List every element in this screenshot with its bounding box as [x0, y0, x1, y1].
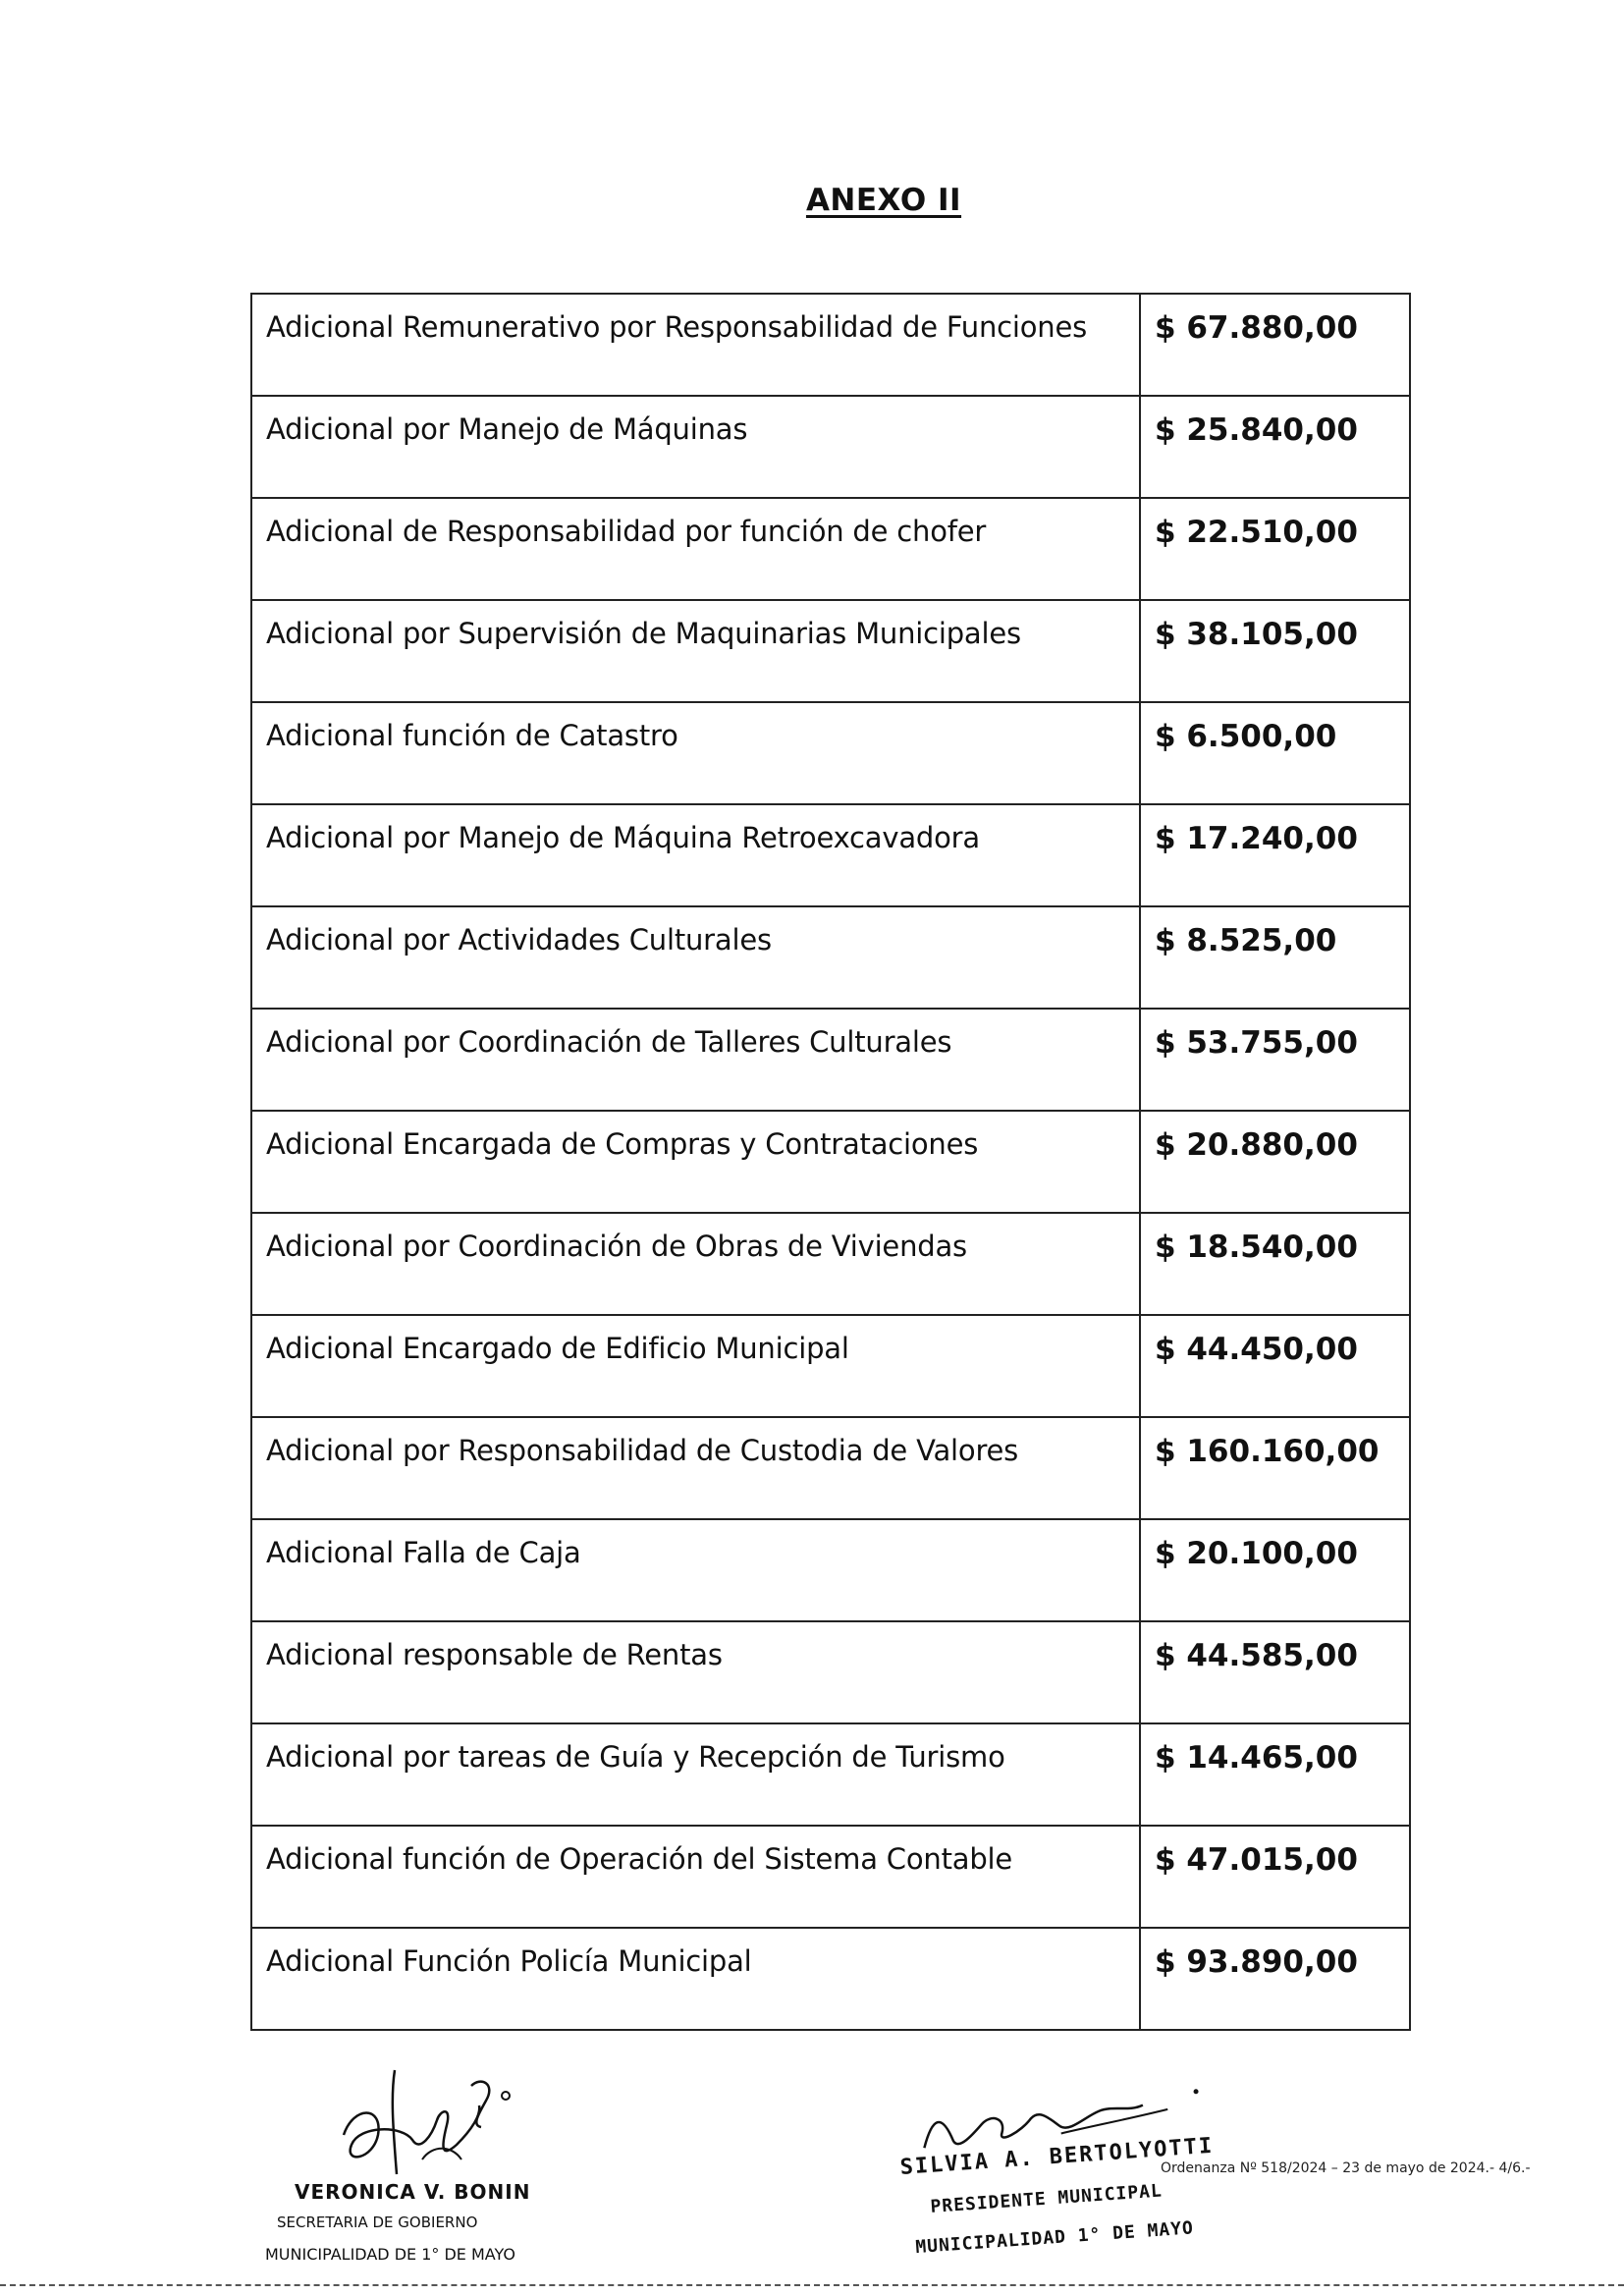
- signature-stamp-right: [884, 2073, 1308, 2288]
- table-row: [251, 1213, 1410, 1315]
- scan-edge-divider: [0, 2284, 1624, 2286]
- amount-cell: $ 22.510,00: [1140, 498, 1410, 600]
- table-row: [251, 1315, 1410, 1417]
- signer-name: VERONICA V. BONIN: [295, 2180, 531, 2204]
- concept-cell: Adicional de Responsabilidad por función de chofer: [251, 498, 1140, 600]
- table-row: [251, 1111, 1410, 1213]
- signer-role: PRESIDENTE MUNICIPAL: [929, 2180, 1164, 2217]
- signer-name: SILVIA A. BERTOLYOTTI: [898, 2133, 1215, 2180]
- concept-cell: Adicional función de Catastro: [251, 702, 1140, 804]
- concept-cell: Adicional por Manejo de Máquinas: [251, 396, 1140, 498]
- concept-cell: Adicional responsable de Rentas: [251, 1621, 1140, 1723]
- amount-cell: $ 38.105,00: [1140, 600, 1410, 702]
- table-row: [251, 1621, 1410, 1723]
- table-row: [251, 804, 1410, 906]
- table-row: [251, 1417, 1410, 1519]
- signer-role: SECRETARIA DE GOBIERNO: [277, 2214, 478, 2231]
- signer-municipality: MUNICIPALIDAD DE 1° DE MAYO: [265, 2245, 515, 2264]
- concept-cell: Adicional Encargada de Compras y Contrataciones: [251, 1111, 1140, 1213]
- table-row: [251, 1009, 1410, 1111]
- table-row: [251, 600, 1410, 702]
- annex-table: [250, 293, 1411, 2031]
- amount-cell: $ 47.015,00: [1140, 1826, 1410, 1928]
- table-row: [251, 396, 1410, 498]
- signature-block-left: [265, 2066, 560, 2292]
- amount-cell: $ 20.880,00: [1140, 1111, 1410, 1213]
- amount-cell: $ 25.840,00: [1140, 396, 1410, 498]
- table-row: [251, 702, 1410, 804]
- concept-cell: Adicional Encargado de Edificio Municipal: [251, 1315, 1140, 1417]
- concept-cell: Adicional por Actividades Culturales: [251, 906, 1140, 1009]
- amount-cell: $ 18.540,00: [1140, 1213, 1410, 1315]
- amount-cell: $ 17.240,00: [1140, 804, 1410, 906]
- concept-cell: Adicional por Supervisión de Maquinarias Municipales: [251, 600, 1140, 702]
- concept-cell: Adicional Función Policía Municipal: [251, 1928, 1140, 2030]
- signer-municipality: MUNICIPALIDAD 1° DE MAYO: [914, 2217, 1195, 2259]
- table-row: [251, 1723, 1410, 1826]
- table-row: [251, 1826, 1410, 1928]
- concept-cell: Adicional por Responsabilidad de Custodia de Valores: [251, 1417, 1140, 1519]
- amount-cell: $ 8.525,00: [1140, 906, 1410, 1009]
- table-row: [251, 294, 1410, 396]
- amount-cell: $ 44.585,00: [1140, 1621, 1410, 1723]
- amount-cell: $ 20.100,00: [1140, 1519, 1410, 1621]
- table-row: [251, 1928, 1410, 2030]
- amount-cell: $ 93.890,00: [1140, 1928, 1410, 2030]
- amount-cell: $ 44.450,00: [1140, 1315, 1410, 1417]
- amount-cell: $ 53.755,00: [1140, 1009, 1410, 1111]
- page-title: ANEXO II: [805, 183, 962, 218]
- concept-cell: Adicional Falla de Caja: [251, 1519, 1140, 1621]
- concept-cell: Adicional por Coordinación de Obras de Viviendas: [251, 1213, 1140, 1315]
- amount-cell: $ 14.465,00: [1140, 1723, 1410, 1826]
- concept-cell: Adicional función de Operación del Sistema Contable: [251, 1826, 1140, 1928]
- amount-cell: $ 67.880,00: [1140, 294, 1410, 396]
- table-row: [251, 1519, 1410, 1621]
- concept-cell: Adicional por Coordinación de Talleres Culturales: [251, 1009, 1140, 1111]
- concept-cell: Adicional Remunerativo por Responsabilidad de Funciones: [251, 294, 1140, 396]
- amount-cell: $ 6.500,00: [1140, 702, 1410, 804]
- table-row: [251, 498, 1410, 600]
- table-row: [251, 906, 1410, 1009]
- handwritten-signature-icon: [324, 2066, 520, 2194]
- amount-cell: $ 160.160,00: [1140, 1417, 1410, 1519]
- concept-cell: Adicional por Manejo de Máquina Retroexcavadora: [251, 804, 1140, 906]
- ordinance-reference: Ordenanza Nº 518/2024 – 23 de mayo de 2024.- 4/6.-: [1161, 2160, 1531, 2176]
- concept-cell: Adicional por tareas de Guía y Recepción de Turismo: [251, 1723, 1140, 1826]
- annex-table-body: [251, 294, 1410, 2030]
